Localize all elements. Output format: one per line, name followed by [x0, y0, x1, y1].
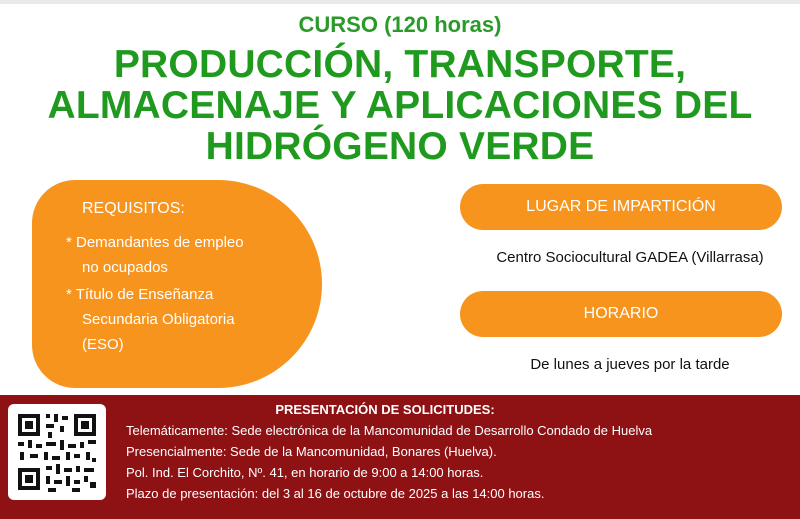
applications-line-2: Presencialmente: Sede de la Mancomunidad, Bonares (Huelva). [126, 444, 497, 459]
course-title-line-3: HIDRÓGENO VERDE [205, 125, 595, 168]
course-title-line-1: PRODUCCIÓN, TRANSPORTE, [113, 43, 687, 86]
top-strip [0, 0, 800, 4]
requirement-line-3: * Título de Enseñanza [66, 286, 214, 303]
course-title-line-2: ALMACENAJE Y APLICACIONES DEL [47, 84, 753, 127]
applications-line-4: Plazo de presentación: del 3 al 16 de octubre de 2025 a las 14:00 horas. [126, 486, 545, 501]
qr-code-icon[interactable] [8, 404, 106, 500]
applications-heading: PRESENTACIÓN DE SOLICITUDES: [275, 402, 495, 417]
schedule-value: De lunes a jueves por la tarde [530, 356, 730, 373]
requirement-line-5: (ESO) [82, 336, 124, 353]
course-title [0, 44, 800, 167]
applications-line-3: Pol. Ind. El Corchito, Nº. 41, en horario de 9:00 a 14:00 horas. [126, 465, 484, 480]
requirement-line-2: no ocupados [82, 259, 168, 276]
requirement-line-4: Secundaria Obligatoria [82, 311, 235, 328]
schedule-heading: HORARIO [460, 291, 782, 337]
location-heading: LUGAR DE IMPARTICIÓN [460, 184, 782, 230]
requirements-heading: REQUISITOS: [82, 200, 185, 217]
requirement-line-1: * Demandantes de empleo [66, 234, 244, 251]
location-value: Centro Sociocultural GADEA (Villarrasa) [496, 249, 764, 266]
course-duration: CURSO (120 horas) [298, 12, 502, 37]
applications-line-1: Telemáticamente: Sede electrónica de la Mancomunidad de Desarrollo Condado de Huelva [126, 423, 653, 438]
